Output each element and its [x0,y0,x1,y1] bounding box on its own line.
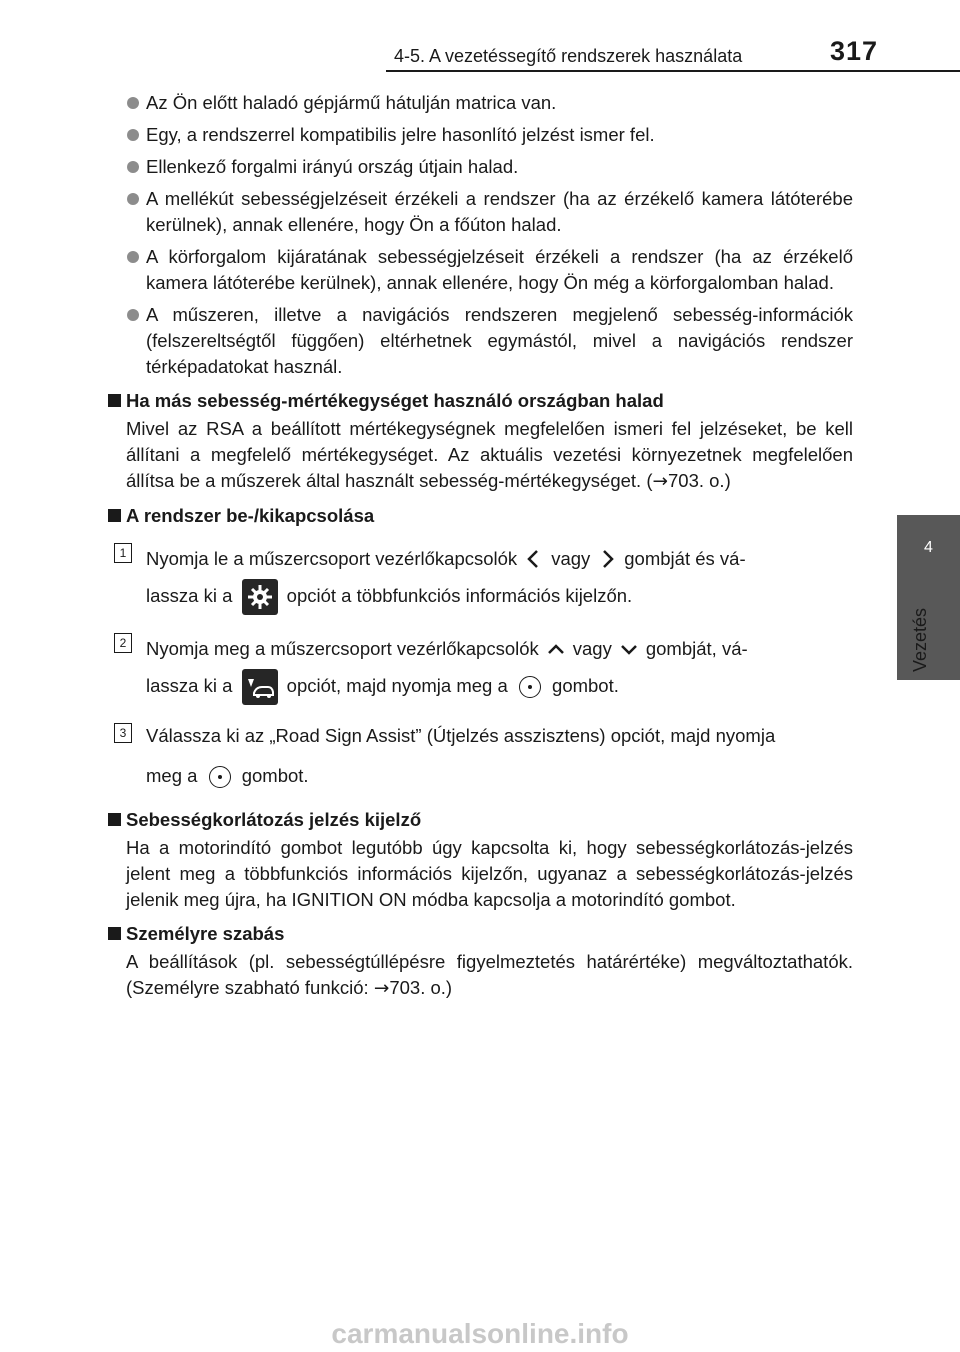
bullet-item [108,122,853,148]
section-display [108,807,853,913]
step-line: Nyomja meg a műszercsoport vezérlőkapcsolók vagy gombját, vá- [146,638,748,659]
header-rule [386,70,960,72]
bullet-text: Az Ön előtt haladó gépjármű hátulján matrica van. [146,92,557,113]
section-heading: Sebességkorlátozás jelzés kijelző [108,807,853,833]
step-line: lassza ki a opciót, majd nyomja meg a gombot. [146,669,853,709]
chevron-down-icon [612,637,646,661]
step-line: lassza ki a opciót a többfunkciós információs kijelzőn. [146,579,853,619]
bullet-item [108,90,853,116]
section-title: 4-5. A vezetéssegítő rendszerek használata [394,46,743,66]
chapter-number: 4 [924,539,933,556]
bullet-item [108,302,853,380]
bullet-text: A műszeren, illetve a navigációs rendszeren megjelenő sebesség-információk (felszereltségtől függően) eltérhetnek egymástól, mivel a navigációs rendszer térképadatokat használ. [146,304,853,377]
section-custom [108,921,853,1002]
arrow-right-icon: → [652,471,668,492]
section-body: Mivel az RSA a beállított mértékegységnek megfelelően ismeri fel jelzéseket, be kell állítani a megfelelő mértékegységet. Az aktuális vezetési környezetnek megfelelően állítsa be a műszerek által használt sebesség-mértékegységet. (→703. o.) [126,418,853,492]
chevron-left-icon [517,547,551,571]
bullet-text: Ellenkező forgalmi irányú ország útjain halad. [146,156,519,177]
section-body: A beállítások (pl. sebességtúllépésre figyelmeztetés határértéke) megváltoztathatók. (Személyre szabható funkció: →703. o.) [126,951,853,999]
bullet-dot-icon [127,309,139,321]
section-onoff [108,503,853,799]
step-line: Válassza ki az „Road Sign Assist” (Útjelzés asszisztens) opciót, majd nyomja [146,725,776,746]
chevron-up-icon [539,637,573,661]
bullet-text: A körforgalom kijáratának sebességjelzéseit érzékeli a rendszer (ha az érzékelő kamera látóterébe kerülnek), annak ellenére, hogy Ön még a körforgalomban halad. [146,246,853,293]
bullet-item [108,186,853,238]
step-number: 3 [114,723,132,743]
step-number: 2 [114,633,132,653]
bullet-text: Egy, a rendszerrel kompatibilis jelre hasonlító jelzést ismer fel. [146,124,655,145]
bullet-dot-icon [127,251,139,263]
step-number: 1 [114,543,132,563]
step-line: meg a gombot. [146,759,853,799]
step-2 [108,629,853,709]
bullet-item [108,154,853,180]
chevron-right-icon [590,547,624,571]
gear-icon [242,579,278,615]
bullet-item [108,244,853,296]
page-reference: 703. o.) [668,470,731,491]
section-heading: Ha más sebesség-mértékegységet használó országban halad [108,388,853,414]
ok-button-icon [519,676,541,698]
watermark: carmanualsonline.info [331,1318,629,1349]
square-bullet-icon [108,927,121,940]
section-heading: Személyre szabás [108,921,853,947]
arrow-right-icon: → [373,978,390,999]
car-assist-icon [242,669,278,705]
ok-button-icon [209,766,231,788]
chapter-label: Vezetés [910,608,930,673]
bullet-dot-icon [127,161,139,173]
bullet-dot-icon [127,193,139,205]
square-bullet-icon [108,509,121,522]
bullet-dot-icon [127,129,139,141]
bullet-text: A mellékút sebességjelzéseit érzékeli a rendszer (ha az érzékelő kamera látóterébe kerülnek), annak ellenére, hogy Ön a főúton halad. [146,188,853,235]
step-1 [108,539,853,619]
step-line: Nyomja le a műszercsoport vezérlőkapcsolók vagy gombját és vá- [146,548,746,569]
step-3 [108,719,853,799]
page-reference: 703. o.) [389,977,453,998]
page-number: 317 [830,36,879,66]
section-body: Ha a motorindító gombot legutóbb úgy kapcsolta ki, hogy sebességkorlátozás-jelzés jelent meg a többfunkciós információs kijelzőn, ugyanaz a sebességkorlátozás-jelzés jelenik meg újra, ha IGNITION ON módba kapcsolja a motorindító gombot. [126,837,853,910]
square-bullet-icon [108,813,121,826]
bullet-dot-icon [127,97,139,109]
section-units [108,388,853,495]
page-content [108,90,853,1002]
section-heading: A rendszer be-/kikapcsolása [108,503,853,529]
square-bullet-icon [108,394,121,407]
